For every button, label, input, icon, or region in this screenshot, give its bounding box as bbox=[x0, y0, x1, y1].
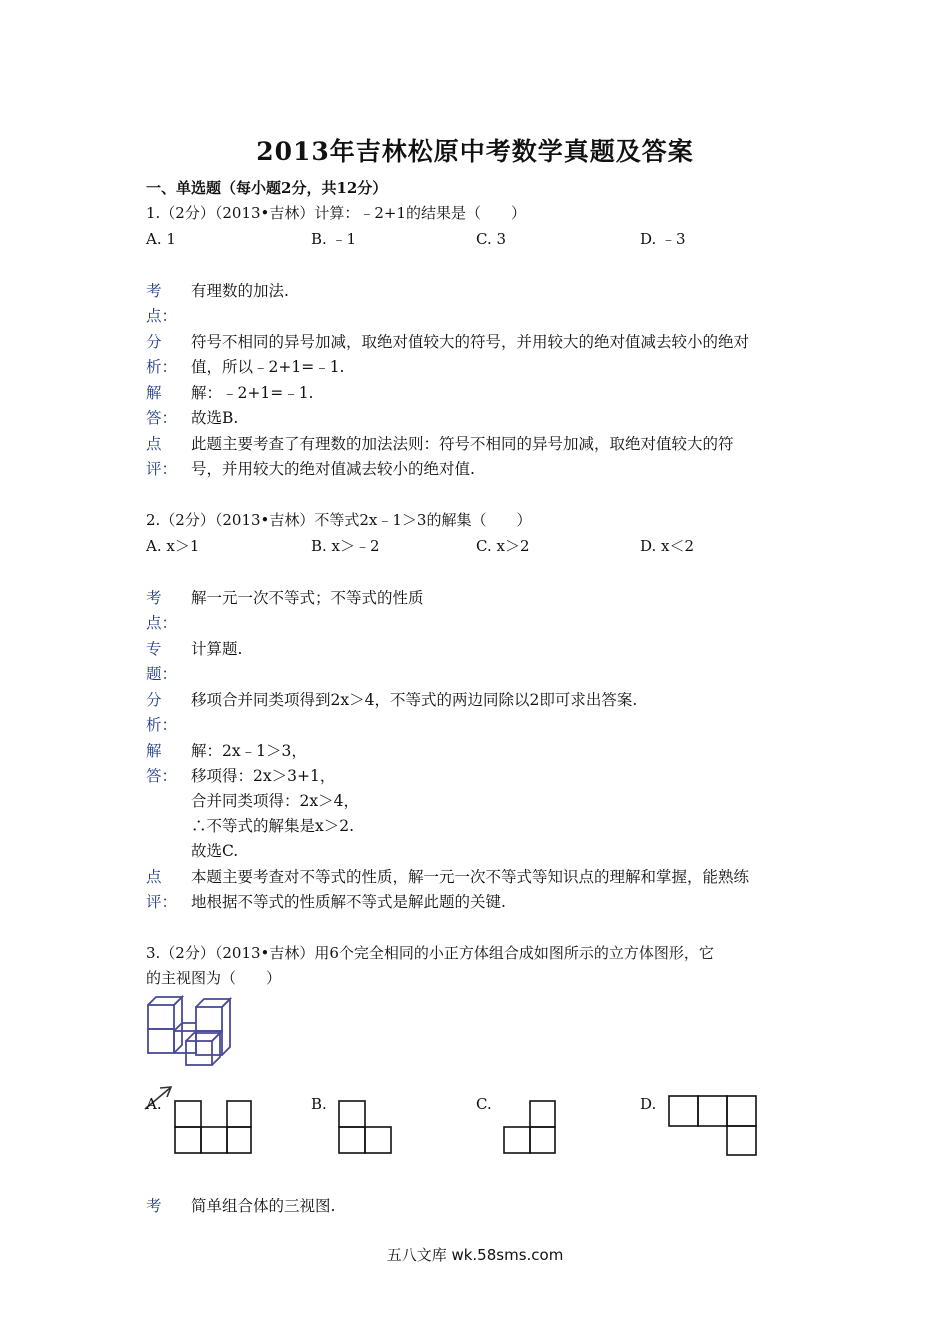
label-kao: 考 bbox=[146, 282, 162, 300]
label-jie: 解 bbox=[146, 742, 162, 760]
q2-zhuanti: 计算题. bbox=[191, 640, 243, 658]
label-ping: 评： bbox=[146, 893, 178, 911]
q3-kaodian: 简单组合体的三视图. bbox=[191, 1197, 336, 1215]
q3-option-a-view bbox=[174, 1100, 254, 1156]
label-dian2: 点 bbox=[146, 435, 162, 453]
label-xi: 析： bbox=[146, 358, 178, 376]
label-da: 答： bbox=[146, 767, 178, 785]
label-dian: 点： bbox=[146, 307, 178, 325]
q3-option-c-view bbox=[503, 1100, 559, 1156]
q2-jieda-line-4: ∴不等式的解集是x＞2. bbox=[191, 817, 355, 835]
label-da: 答： bbox=[146, 409, 178, 427]
q2-fenxi: 移项合并同类项得到2x＞4，不等式的两边同除以2即可求出答案. bbox=[191, 691, 638, 709]
question-3-stem-line-1: 3.（2分）（2013•吉林）用6个完全相同的小正方体组合成如图所示的立方体图形，它 bbox=[146, 944, 714, 962]
q1-option-a: A. 1 bbox=[146, 230, 176, 248]
q1-jieda-line-2: 故选B. bbox=[191, 409, 239, 427]
q3-option-a-label: A. bbox=[146, 1095, 162, 1113]
q3-option-b-label: B. bbox=[311, 1095, 327, 1113]
label-ping: 评： bbox=[146, 460, 178, 478]
label-zhuan: 专 bbox=[146, 640, 162, 658]
q1-dianping-line-1: 此题主要考查了有理数的加法法则：符号不相同的异号加减，取绝对值较大的符 bbox=[191, 435, 734, 453]
q2-option-a: A. x＞1 bbox=[146, 537, 200, 555]
q2-jieda-line-2: 移项得：2x＞3+1， bbox=[191, 767, 336, 785]
q2-jieda-line-3: 合并同类项得：2x＞4， bbox=[191, 792, 359, 810]
q2-jieda-line-1: 解：2x﹣1＞3， bbox=[191, 742, 307, 760]
q2-kaodian: 解一元一次不等式；不等式的性质 bbox=[191, 589, 424, 607]
page-footer: 五八文库 wk.58sms.com bbox=[386, 1246, 564, 1264]
q3-option-d-view bbox=[668, 1095, 760, 1157]
q3-option-c-label: C. bbox=[476, 1095, 492, 1113]
label-dian2: 点 bbox=[146, 868, 162, 886]
q1-option-b: B. ﹣1 bbox=[311, 230, 357, 248]
label-kao: 考 bbox=[146, 589, 162, 607]
q1-fenxi-line-2: 值，所以﹣2+1=﹣1. bbox=[191, 358, 345, 376]
q1-fenxi-line-1: 符号不相同的异号加减，取绝对值较大的符号，并用较大的绝对值减去较小的绝对 bbox=[191, 333, 750, 351]
q3-option-b-view bbox=[338, 1100, 394, 1156]
label-ti: 题： bbox=[146, 665, 178, 683]
label-jie: 解 bbox=[146, 384, 162, 402]
q3-option-d-label: D. bbox=[640, 1095, 657, 1113]
q1-option-d: D. ﹣3 bbox=[640, 230, 686, 248]
question-2-stem: 2.（2分）（2013•吉林）不等式2x﹣1＞3的解集（ ） bbox=[146, 511, 532, 529]
q1-option-c: C. 3 bbox=[476, 230, 507, 248]
section-heading: 一、单选题（每小题2分，共12分） bbox=[146, 179, 388, 197]
label-kao: 考 bbox=[146, 1197, 162, 1215]
document-title: 2013年吉林松原中考数学真题及答案 bbox=[256, 137, 694, 166]
label-fen: 分 bbox=[146, 333, 162, 351]
q2-option-c: C. x＞2 bbox=[476, 537, 530, 555]
q1-kaodian: 有理数的加法. bbox=[191, 282, 289, 300]
q2-dianping-line-1: 本题主要考查对不等式的性质，解一元一次不等式等知识点的理解和掌握，能熟练 bbox=[191, 868, 750, 886]
q2-option-b: B. x＞﹣2 bbox=[311, 537, 380, 555]
q2-jieda-line-5: 故选C. bbox=[191, 842, 239, 860]
q1-jieda-line-1: 解：﹣2+1=﹣1. bbox=[191, 384, 314, 402]
question-3-stem-line-2: 的主视图为（ ） bbox=[146, 969, 282, 987]
q2-option-d: D. x＜2 bbox=[640, 537, 695, 555]
label-dian: 点： bbox=[146, 614, 178, 632]
question-1-stem: 1.（2分）（2013•吉林）计算：﹣2+1的结果是（ ） bbox=[146, 204, 527, 222]
cube-stack-figure bbox=[142, 993, 242, 1083]
q1-dianping-line-2: 号，并用较大的绝对值减去较小的绝对值. bbox=[191, 460, 475, 478]
label-xi: 析： bbox=[146, 716, 178, 734]
q2-dianping-line-2: 地根据不等式的性质解不等式是解此题的关键. bbox=[191, 893, 506, 911]
label-fen: 分 bbox=[146, 691, 162, 709]
